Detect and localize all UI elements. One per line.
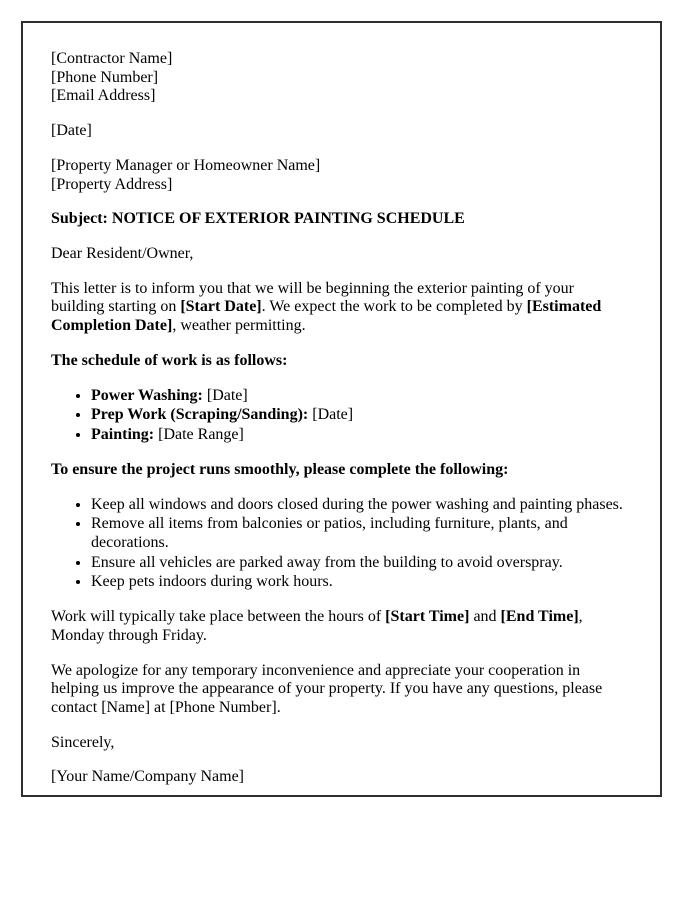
date-line: [Date] bbox=[51, 122, 92, 140]
intro-text-2: . We expect the work to be completed by bbox=[261, 298, 527, 316]
schedule-list bbox=[51, 387, 630, 445]
instructions-list bbox=[51, 496, 630, 593]
schedule-item-power-washing bbox=[91, 387, 630, 406]
schedule-item-label: Painting: bbox=[91, 426, 155, 444]
start-time-placeholder: [Start Time] bbox=[385, 608, 470, 626]
hours-text-1: Work will typically take place between the hours of bbox=[51, 608, 386, 626]
intro-text-1: This letter is to inform you that we will be beginning the exterior painting of your building starting on bbox=[51, 279, 574, 316]
start-date-placeholder: [Start Date] bbox=[180, 298, 262, 316]
recipient-name: [Property Manager or Homeowner Name] bbox=[51, 156, 321, 174]
schedule-item-value: [Date] bbox=[206, 386, 248, 404]
letter-page bbox=[21, 21, 662, 797]
schedule-item-label: Prep Work (Scraping/Sanding): bbox=[91, 406, 309, 424]
schedule-item-value: [Date Range] bbox=[158, 426, 244, 444]
intro-paragraph bbox=[51, 280, 630, 336]
instruction-item: • Keep pets indoors during work hours. bbox=[91, 573, 630, 592]
schedule-item-painting bbox=[91, 426, 630, 445]
instruction-item: • Keep all windows and doors closed during the power washing and painting phases. bbox=[91, 496, 630, 515]
sender-block bbox=[51, 50, 630, 106]
recipient-address: [Property Address] bbox=[51, 175, 173, 193]
instruction-item: • Remove all items from balconies or patios, including furniture, plants, and decorations. bbox=[91, 515, 630, 552]
subject-line: Subject: NOTICE OF EXTERIOR PAINTING SCHEDULE bbox=[51, 210, 465, 228]
end-time-placeholder: [End Time] bbox=[500, 608, 579, 626]
sender-phone-number: [Phone Number] bbox=[51, 68, 159, 86]
sender-email-address: [Email Address] bbox=[51, 87, 156, 105]
instruction-item: • Ensure all vehicles are parked away from the building to avoid overspray. bbox=[91, 554, 630, 573]
schedule-item-label: Power Washing: bbox=[91, 386, 203, 404]
intro-text-3: , weather permitting. bbox=[172, 317, 306, 335]
schedule-heading: The schedule of work is as follows: bbox=[51, 351, 288, 369]
schedule-item-prep-work bbox=[91, 406, 630, 425]
completion-date-placeholder: [Estimated Completion Date] bbox=[51, 298, 602, 335]
closing: Sincerely, bbox=[51, 733, 115, 751]
schedule-item-value: [Date] bbox=[312, 406, 354, 424]
signature-line: [Your Name/Company Name] bbox=[51, 768, 245, 786]
work-hours-paragraph bbox=[51, 608, 630, 645]
sender-contractor-name: [Contractor Name] bbox=[51, 50, 173, 67]
apology-paragraph: We apologize for any temporary inconvenience and appreciate your cooperation in helping us improve the appearance of your property. If you have any questions, please contact [Name] at [Phone Number]. bbox=[51, 661, 603, 716]
instructions-heading: To ensure the project runs smoothly, please complete the following: bbox=[51, 460, 509, 478]
salutation: Dear Resident/Owner, bbox=[51, 245, 194, 263]
hours-text-3: , Monday through Friday. bbox=[51, 608, 583, 644]
hours-text-2: and bbox=[469, 608, 501, 626]
recipient-block bbox=[51, 157, 630, 194]
